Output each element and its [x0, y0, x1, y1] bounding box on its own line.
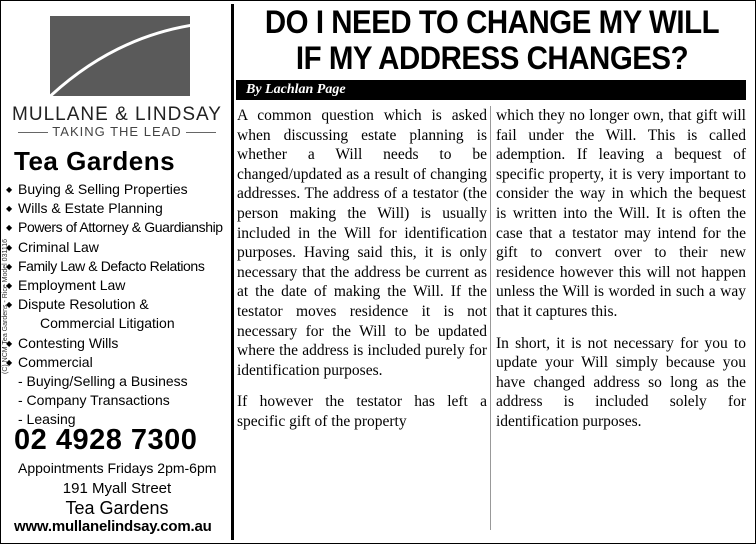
phone-number: 02 4928 7300	[14, 424, 198, 456]
service-item: ◆ Criminal Law	[6, 238, 232, 257]
article-paragraph: If however the testator has left a specific gift of the property	[237, 393, 487, 430]
article-headline	[256, 4, 727, 76]
address-town: Tea Gardens	[65, 498, 169, 518]
column-divider	[490, 106, 491, 530]
column-separator-bar	[231, 4, 234, 540]
law-firm-advertisement	[4, 4, 230, 540]
street-address: 191 Myall Street	[62, 480, 172, 497]
service-item: ◆ Family Law & Defacto Relations	[6, 257, 232, 276]
brand-name: MULLANE & LINDSAY	[12, 104, 222, 125]
service-item: - Buying/Selling a Business	[18, 373, 188, 390]
headline-line-1: DO I NEED TO CHANGE MY WILL	[264, 4, 720, 40]
tagline-text: TAKING THE LEAD	[52, 124, 182, 139]
service-item: ◆ Employment Law	[6, 276, 232, 295]
services-list	[6, 180, 232, 430]
article-byline: By Lachlan Page	[236, 80, 746, 100]
service-item: - Company Transactions	[18, 392, 170, 409]
service-item: ◆ Contesting Wills	[6, 334, 232, 353]
article-paragraph: which they no longer own, that gift will fail under the Will. This is called ademption. If leaving a bequest of specific property, it is very important to consider the way in which the bequest is written into the Will. It is often the case that a testator may intend for the gift to convert over to their new residence however this will not happen unless the Will is worded in such a way that it captures this.	[496, 107, 746, 320]
brand-tagline	[4, 124, 230, 139]
firm-logo-icon	[50, 16, 190, 96]
location-heading: Tea Gardens	[14, 146, 176, 176]
article-column-2	[496, 106, 746, 444]
tagline-rule-right	[186, 132, 216, 133]
article-paragraph: A common question which is asked when discussing estate planning is whether a Will needs to be changed/updated as a result of changing addresses. The address of a testator (the person making the Will) is usually included in the Will for identification purposes. Having said this, it is only necessary that the address be current as at the date of making the Will. If the testator moves residence it is not necessary for the Will to be updated where the address is included purely for identification purposes.	[237, 107, 487, 379]
tagline-rule-left	[18, 132, 48, 133]
appointment-hours: Appointments Fridays 2pm-6pm	[18, 460, 217, 476]
service-item: Commercial Litigation	[40, 315, 175, 332]
service-item: ◆ Dispute Resolution &	[6, 295, 232, 314]
website-link[interactable]: www.mullanelindsay.com.au	[14, 518, 212, 535]
service-item: - Leasing	[18, 411, 76, 428]
service-item: ◆ Commercial	[6, 353, 232, 372]
article-paragraph: In short, it is not necessary for you to update your Will simply because you have changed address so long as the address is included solely for identification purposes.	[496, 334, 746, 430]
vertical-publication-note: (C) NCM Tea Gardens - Rice Model 031116	[2, 239, 9, 374]
article-column-1	[237, 106, 487, 444]
headline-line-2: IF MY ADDRESS CHANGES?	[295, 40, 689, 76]
service-item: ◆ Buying & Selling Properties	[6, 180, 232, 199]
service-item: ◆ Wills & Estate Planning	[6, 199, 232, 218]
service-item: ◆ Powers of Attorney & Guardianship	[6, 218, 232, 237]
